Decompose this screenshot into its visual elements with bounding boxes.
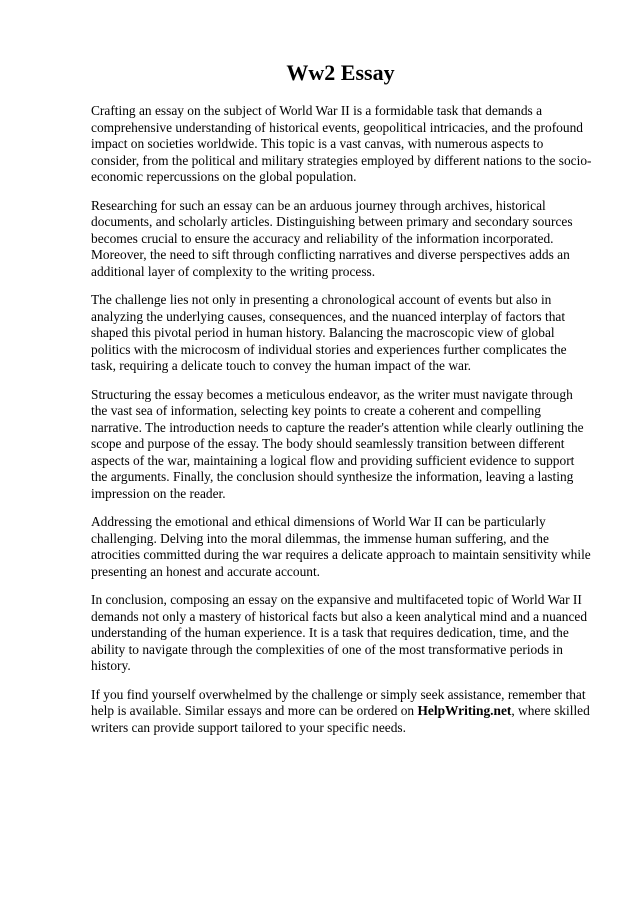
paragraph-intro: Crafting an essay on the subject of World War II is a formidable task that demands a comprehensive understanding of historical events, geopolitical intricacies, and the profound impact on societies worldwide. This topic is a vast canvas, with numerous aspects to consider, from the political and military strategies employed by different nations to the socio-economic repercussions on the global population. [91,103,592,184]
paragraph-conclusion: In conclusion, composing an essay on the expansive and multifaceted topic of World War II demands not only a mastery of historical facts but also a keen analytical mind and a nuanced understanding of the human experience. It is a task that requires dedication, time, and the ability to navigate through the complexities of one of the most transformative periods in history. [91,592,588,673]
paragraph-emotional: Addressing the emotional and ethical dimensions of World War II can be particularly challenging. Delving into the moral dilemmas, the immense human suffering, and the atrocities committed during the war requires a delicate approach to maintain sensitivity while presenting an honest and accurate account. [91,514,591,579]
closing-text-after: , where skilled writers can provide support tailored to your specific needs. [91,703,590,735]
paragraph-closing [91,687,592,737]
document-title: Ww2 Essay [286,60,395,85]
closing-text-before: If you find yourself overwhelmed by the challenge or simply seek assistance, remember that help is available. Similar essays and more can be ordered on [91,686,586,718]
paragraph-research: Researching for such an essay can be an arduous journey through archives, historical documents, and scholarly articles. Distinguishing between primary and secondary sources becomes crucial to ensure the accuracy and reliability of the information incorporated. Moreover, the need to sift through conflicting narratives and diverse perspectives adds an additional layer of complexity to the writing process. [91,197,573,279]
brand-link-text: HelpWriting.net [417,703,512,718]
paragraph-challenge: The challenge lies not only in presenting a chronological account of events but also in analyzing the underlying causes, consequences, and the nuanced interplay of factors that shaped this pivotal period in human history. Balancing the macroscopic view of global politics with the microcosm of individual stories and experiences further complicates the task, requiring a delicate touch to convey the human impact of the war. [91,292,567,373]
paragraph-structure: Structuring the essay becomes a meticulous endeavor, as the writer must navigate through the vast sea of information, selecting key points to create a coherent and compelling narrative. The introduction needs to capture the reader's attention while clearly outlining the scope and purpose of the essay. The body should seamlessly transition between different aspects of the war, maintaining a logical flow and providing sufficient evidence to support the arguments. Finally, the conclusion should synthesize the information, leaving a lasting impression on the reader. [91,386,584,501]
